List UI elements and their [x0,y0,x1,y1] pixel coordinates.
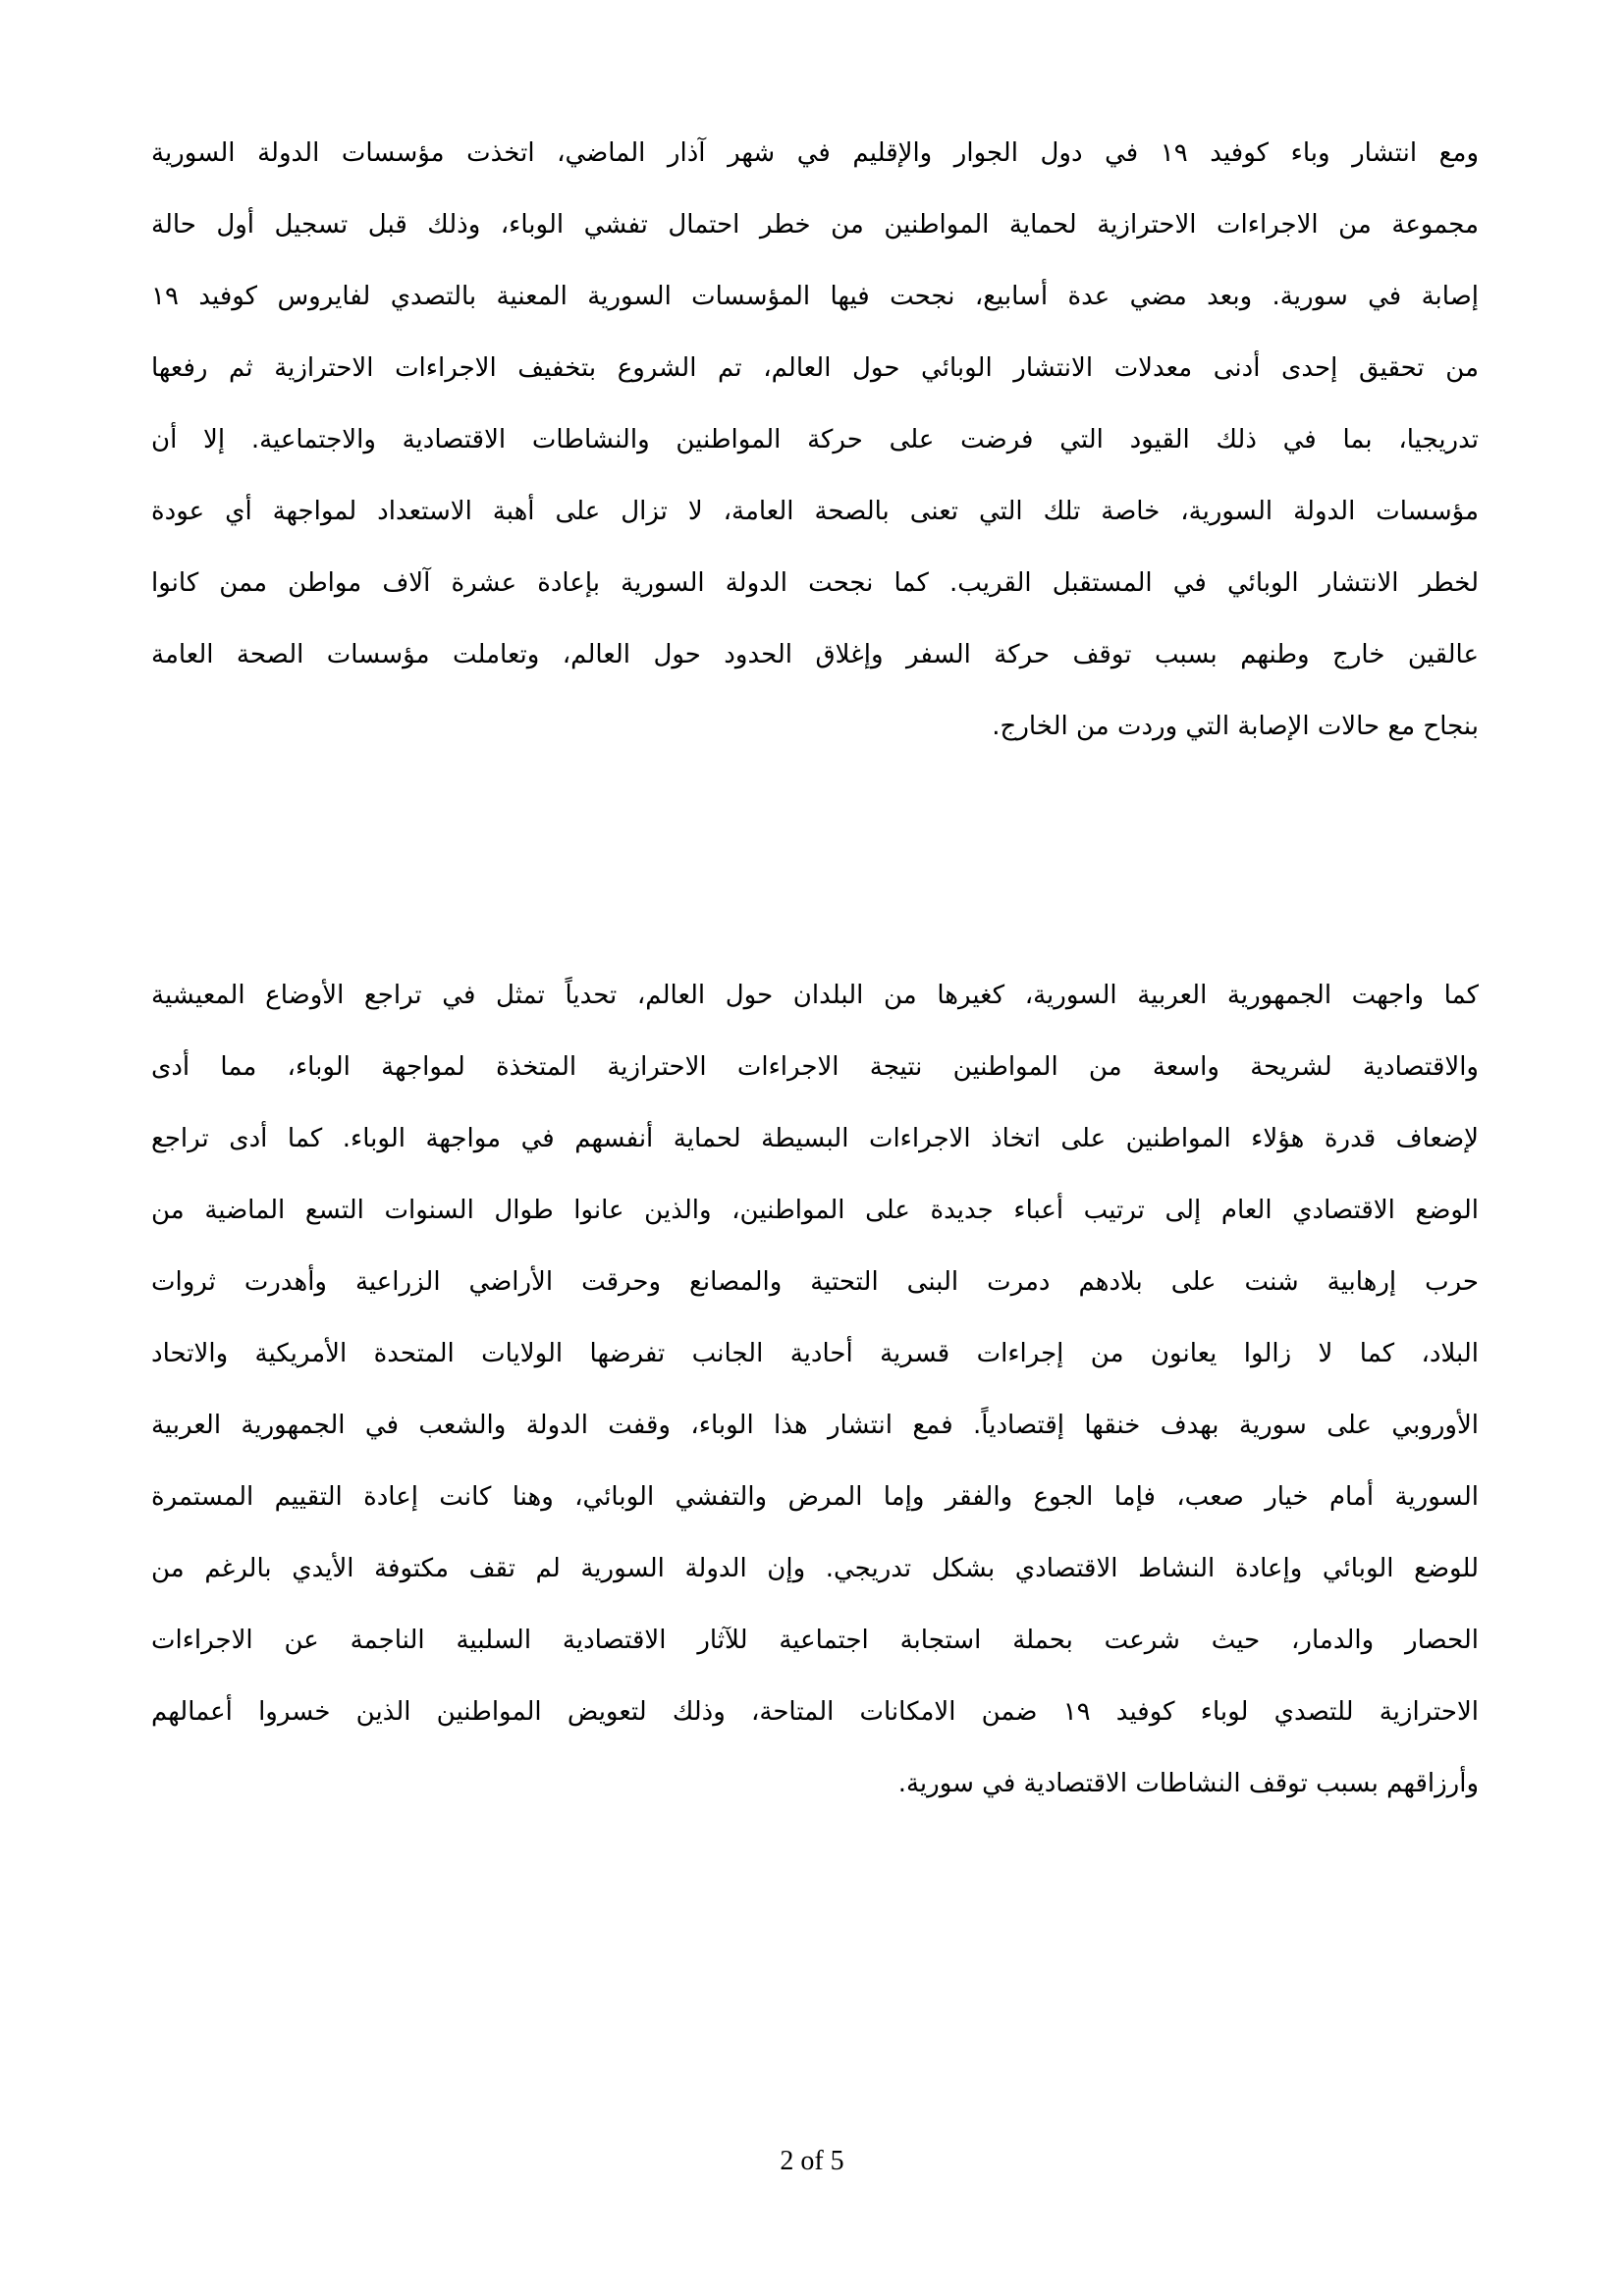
text-line: البلاد، كما لا زالوا يعانون من إجراءات قسرية أحادية الجانب تفرضها الولايات المتحدة الأمريكية والاتحاد [151,1339,1479,1368]
text-line: لإضعاف قدرة هؤلاء المواطنين على اتخاذ الاجراءات البسيطة لحماية أنفسهم في مواجهة الوباء. كما أدى تراجع [151,1124,1479,1153]
text-line: السورية أمام خيار صعب، فإما الجوع والفقر وإما المرض والتفشي الوبائي، وهنا كانت إعادة التقييم المستمرة [151,1482,1479,1512]
text-line: الاحترازية للتصدي لوباء كوفيد ١٩ ضمن الامكانات المتاحة، وذلك لتعويض المواطنين الذين خسروا أعمالهم [151,1697,1479,1727]
text-line: للوضع الوبائي وإعادة النشاط الاقتصادي بشكل تدريجي. وإن الدولة السورية لم تقف مكتوفة الأيدي بالرغم من [151,1554,1479,1583]
text-line: الوضع الاقتصادي العام إلى ترتيب أعباء جديدة على المواطنين، والذين عانوا طوال السنوات التسع الماضية من [151,1196,1479,1225]
text-line: بنجاح مع حالات الإصابة التي وردت من الخارج. [992,712,1479,741]
paragraph-covid-measures [151,122,1479,767]
text-line: من تحقيق إحدى أدنى معدلات الانتشار الوبائي حول العالم، تم الشروع بتخفيف الاجراءات الاحترازية ثم رفعها [151,353,1479,383]
text-line: لخطر الانتشار الوبائي في المستقبل القريب. كما نجحت الدولة السورية بإعادة عشرة آلاف مواطن ممن كانوا [151,568,1479,598]
text-line: حرب إرهابية شنت على بلادهم دمرت البنى التحتية والمصانع وحرقت الأراضي الزراعية وأهدرت ثروات [151,1267,1479,1297]
text-line: تدريجيا، بما في ذلك القيود التي فرضت على حركة المواطنين والنشاطات الاقتصادية والاجتماعية. إلا أن [151,425,1479,454]
text-line: مجموعة من الاجراءات الاحترازية لحماية المواطنين من خطر احتمال تفشي الوباء، وذلك قبل تسجيل أول حالة [151,210,1479,240]
text-line: الحصار والدمار، حيث شرعت بحملة استجابة اجتماعية للآثار الاقتصادية السلبية الناجمة عن الاجراءات [151,1626,1479,1655]
text-line: والاقتصادية لشريحة واسعة من المواطنين نتيجة الاجراءات الاحترازية المتخذة لمواجهة الوباء، مما أدى [151,1052,1479,1082]
text-line: إصابة في سورية. وبعد مضي عدة أسابيع، نجحت فيها المؤسسات السورية المعنية بالتصدي لفايروس كوفيد ١٩ [151,282,1479,311]
paragraph-economic-challenges [151,964,1479,1824]
text-line: ومع انتشار وباء كوفيد ١٩ في دول الجوار والإقليم في شهر آذار الماضي، اتخذت مؤسسات الدولة السورية [151,138,1479,168]
text-line: الأوروبي على سورية بهدف خنقها إقتصادياً. فمع انتشار هذا الوباء، وقفت الدولة والشعب في الجمهورية العربية [151,1411,1479,1440]
text-line: عالقين خارج وطنهم بسبب توقف حركة السفر وإغلاق الحدود حول العالم، وتعاملت مؤسسات الصحة العامة [151,640,1479,669]
text-line: وأرزاقهم بسبب توقف النشاطات الاقتصادية في سورية. [897,1769,1479,1798]
text-line: كما واجهت الجمهورية العربية السورية، كغيرها من البلدان حول العالم، تحدياً تمثل في تراجع الأوضاع المعيشية [151,981,1479,1010]
page-number: 2 of 5 [780,2146,844,2176]
text-line: مؤسسات الدولة السورية، خاصة تلك التي تعنى بالصحة العامة، لا تزال على أهبة الاستعداد لمواجهة أي عودة [151,497,1479,526]
